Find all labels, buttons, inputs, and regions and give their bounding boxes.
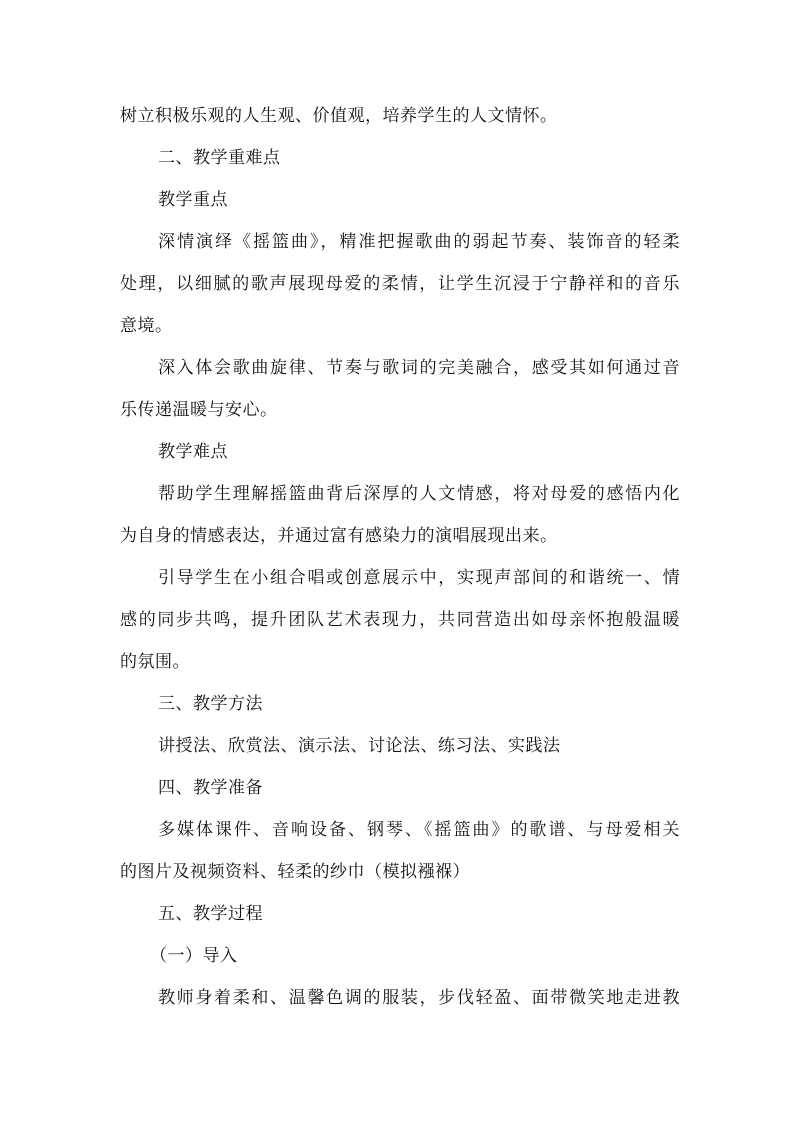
paragraph-line: 讲授法、欣赏法、演示法、讨论法、练习法、实践法 [158,736,561,756]
section-heading: 五、教学过程 [158,904,263,924]
section-heading: 四、教学准备 [158,778,263,798]
paragraph-line: 深入体会歌曲旋律、节奏与歌词的完美融合，感受其如何通过音 [158,358,680,378]
section-heading: 二、教学重难点 [158,148,281,168]
paragraph-line: 深情演绎《摇篮曲》，精准把握歌曲的弱起节奏、装饰音的轻柔 [158,232,680,252]
paragraph-line: 乐传递温暖与安心。 [120,400,278,420]
subsection-heading: 教学重点 [158,190,228,210]
paragraph-line: 引导学生在小组合唱或创意展示中，实现声部间的和谐统一、情 [158,568,680,588]
paragraph-line: 感的同步共鸣，提升团队艺术表现力，共同营造出如母亲怀抱般温暖 [120,610,680,630]
paragraph-line: 树立积极乐观的人生观、价值观，培养学生的人文情怀。 [120,106,558,126]
section-heading: 三、教学方法 [158,694,263,714]
subsection-heading: 教学难点 [158,442,228,462]
paragraph-line: 教师身着柔和、温馨色调的服装，步伐轻盈、面带微笑地走进教 [158,988,680,1008]
paragraph-line: 帮助学生理解摇篮曲背后深厚的人文情感，将对母爱的感悟内化 [158,484,680,504]
subsection-heading: （一）导入 [150,946,238,966]
paragraph-line: 为自身的情感表达，并通过富有感染力的演唱展现出来。 [120,526,558,546]
paragraph-line: 的图片及视频资料、轻柔的纱巾（模拟襁褓） [120,862,470,882]
paragraph-line: 多媒体课件、音响设备、钢琴、《摇篮曲》的歌谱、与母爱相关 [158,820,680,840]
paragraph-line: 处理，以细腻的歌声展现母爱的柔情，让学生沉浸于宁静祥和的音乐 [120,274,680,294]
paragraph-line: 的氛围。 [120,652,190,672]
paragraph-line: 意境。 [120,316,173,336]
